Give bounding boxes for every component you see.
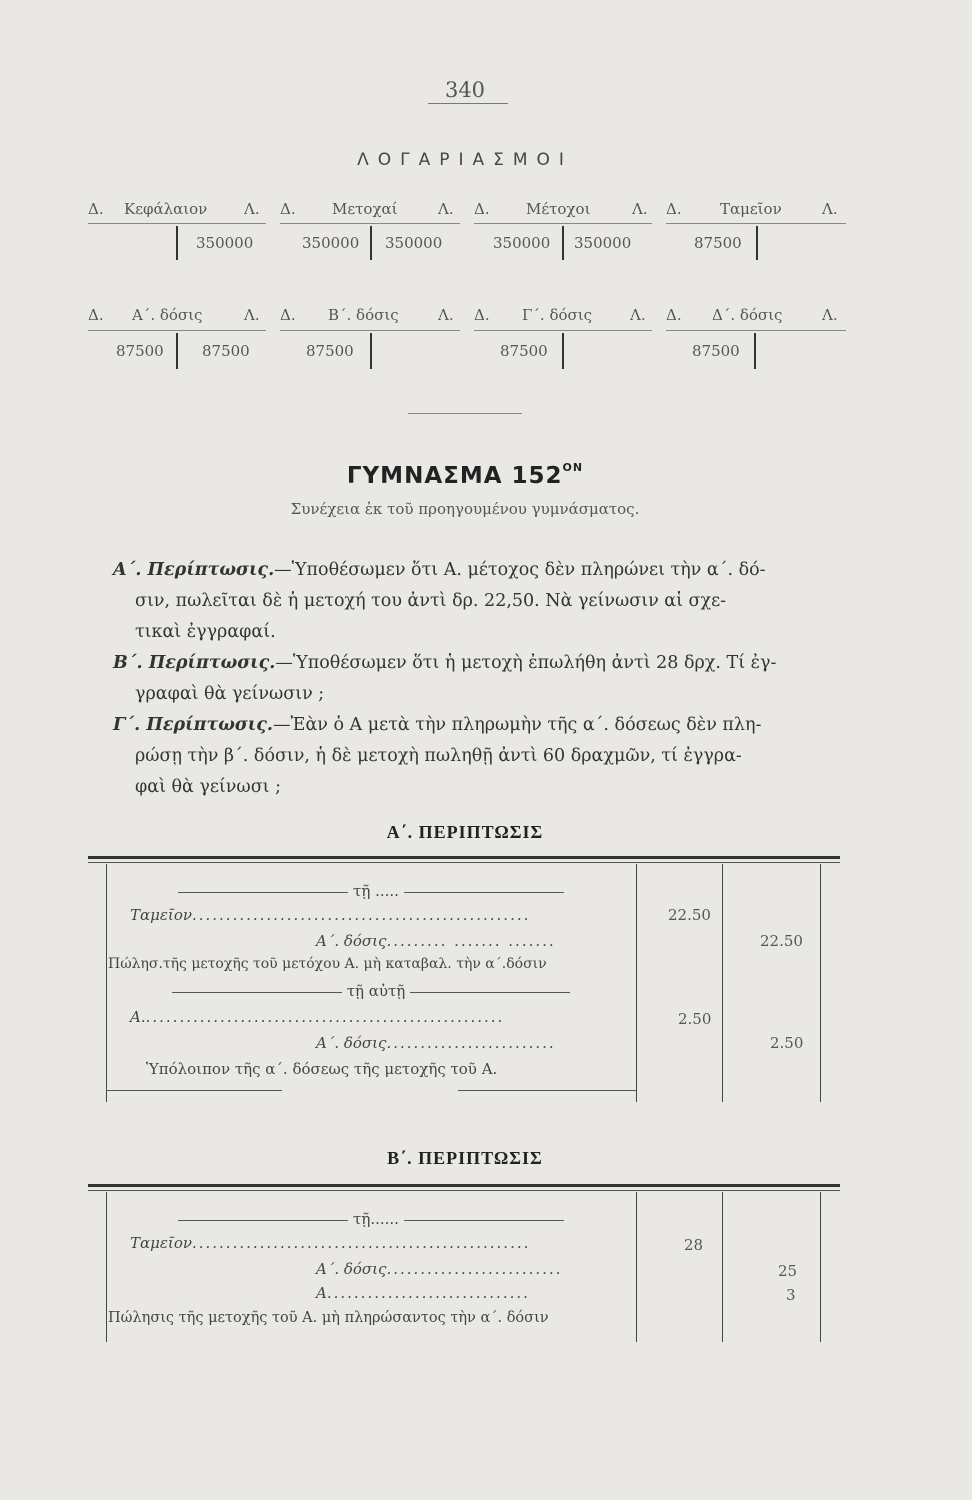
- journal-description: Πώλησ.τῆς μετοχῆς τοῦ μετόχου Α. μὴ καταβαλ. τὴν α΄.δόσιν: [108, 956, 547, 972]
- account-credit-marker: Λ.: [822, 306, 838, 324]
- journal-debit-account: Α......................................................: [130, 1008, 505, 1026]
- account-credit-marker: Λ.: [632, 200, 648, 218]
- account-debit-marker: Δ.: [474, 306, 490, 324]
- journal-debit-amount: 2.50: [678, 1010, 712, 1028]
- t-account-line: [666, 330, 846, 331]
- journal-credit-amount: 2.50: [770, 1034, 804, 1052]
- t-account-line: [280, 330, 460, 331]
- journal-debit-amount: 22.50: [668, 906, 711, 924]
- journal-date-row: [108, 982, 634, 1000]
- account-value: 87500: [692, 342, 740, 360]
- account-value: 87500: [116, 342, 164, 360]
- journal-date: τῇ .....: [353, 882, 399, 900]
- case-text-line: Ὑποθέσωμεν ὅτι Α. μέτοχος δὲν πληρώνει τὴν α΄. δό-: [291, 560, 766, 580]
- account-name: Κεφάλαιον: [124, 200, 208, 218]
- journal-credit-account: Α..............................: [316, 1284, 530, 1302]
- journal-credit-name: Α΄. δόσις: [316, 1034, 387, 1052]
- account-value: 350000: [493, 234, 551, 252]
- journal-credit-account: Α΄. δόσις.........................: [316, 1034, 556, 1052]
- t-account-divider: [370, 333, 372, 369]
- t-account-divider: [176, 226, 178, 260]
- t-account-divider: [756, 226, 758, 260]
- t-account-divider: [754, 333, 756, 369]
- journal-debit-account: Ταμεῖον..................................................: [130, 1234, 531, 1252]
- account-debit-marker: Δ.: [474, 200, 490, 218]
- account-debit-marker: Δ.: [666, 306, 682, 324]
- journal-description: Πώλησις τῆς μετοχῆς τοῦ Α. μὴ πληρώσαντος τὴν α΄. δόσιν: [108, 1310, 549, 1326]
- journal-column-line: [722, 1192, 723, 1342]
- journal-a-title: Α΄. ΠΕΡΙΠΤΩΣΙΣ: [386, 822, 544, 842]
- journal-top-rule: [88, 1190, 840, 1191]
- case-text-line: σιν, πωλεῖται δὲ ἡ μετοχή του ἀντὶ δρ. 22,50. Νὰ γείνωσιν αἱ σχε-: [135, 591, 727, 611]
- t-account-divider: [370, 226, 372, 260]
- account-value: 350000: [196, 234, 254, 252]
- account-value: 87500: [694, 234, 742, 252]
- t-account-line: [280, 223, 460, 224]
- account-value: 350000: [574, 234, 632, 252]
- journal-top-rule: [88, 862, 840, 863]
- case-text-line: ρώσῃ τὴν β΄. δόσιν, ἡ δὲ μετοχὴ πωληθῇ ἀντὶ 60 δραχμῶν, τί ἐγγρα-: [135, 746, 742, 766]
- t-account-divider: [176, 333, 178, 369]
- case-label: Α΄. Περίπτωσις.: [113, 560, 275, 580]
- journal-debit-amount: 28: [684, 1236, 704, 1254]
- journal-credit-amount: 25: [778, 1262, 798, 1280]
- account-value: 87500: [202, 342, 250, 360]
- t-account-divider: [562, 226, 564, 260]
- account-name: Ταμεῖον: [720, 200, 782, 218]
- t-account-divider: [562, 333, 564, 369]
- journal-column-line: [636, 1192, 637, 1342]
- account-name: Γ΄. δόσις: [522, 306, 593, 324]
- journal-credit-name: Α: [316, 1284, 327, 1302]
- account-credit-marker: Λ.: [244, 200, 260, 218]
- journal-top-rule: [88, 1184, 840, 1187]
- account-debit-marker: Δ.: [280, 200, 296, 218]
- account-credit-marker: Λ.: [822, 200, 838, 218]
- account-value: 87500: [500, 342, 548, 360]
- account-value: 350000: [385, 234, 443, 252]
- case-label: Γ΄. Περίπτωσις.: [113, 715, 274, 735]
- journal-column-line: [820, 1192, 821, 1342]
- journal-date: τῇ αὐτῇ: [346, 982, 406, 1000]
- journal-date-row: [108, 882, 634, 900]
- journal-column-line: [106, 1192, 107, 1342]
- journal-column-line: [820, 864, 821, 1102]
- account-debit-marker: Δ.: [666, 200, 682, 218]
- page-number: 340: [444, 78, 486, 102]
- account-value: 87500: [306, 342, 354, 360]
- journal-credit-amount: 3: [786, 1286, 796, 1304]
- journal-b-title: Β΄. ΠΕΡΙΠΤΩΣΙΣ: [387, 1148, 543, 1168]
- t-account-line: [666, 223, 846, 224]
- journal-credit-name: Α΄. δόσις: [316, 932, 387, 950]
- journal-debit-name: Α.: [130, 1008, 146, 1026]
- journal-credit-account: Α΄. δόσις..........................: [316, 1260, 563, 1278]
- account-credit-marker: Λ.: [438, 306, 454, 324]
- journal-credit-account: Α΄. δόσις......... ....... .......: [316, 932, 556, 950]
- exercise-title-sup: ΟΝ: [562, 461, 584, 474]
- journal-description: Ὑπόλοιπον τῆς α΄. δόσεως τῆς μετοχῆς τοῦ Α.: [146, 1060, 498, 1078]
- case-text-line: Ὑποθέσωμεν ὅτι ἡ μετοχὴ ἐπωλήθη ἀντὶ 28 δρχ. Τί ἐγ-: [292, 653, 777, 673]
- journal-column-line: [636, 864, 637, 1102]
- case-text-line: φαὶ θὰ γείνωσι ;: [135, 777, 281, 797]
- t-account-line: [88, 223, 266, 224]
- journal-date: τῇ......: [353, 1210, 399, 1228]
- account-value: 350000: [302, 234, 360, 252]
- journal-credit-name: Α΄. δόσις: [316, 1260, 387, 1278]
- case-label: Β΄. Περίπτωσις.: [113, 653, 276, 673]
- t-account-line: [88, 330, 266, 331]
- journal-debit-account: Ταμεῖον..................................................: [130, 906, 531, 924]
- account-name: Δ΄. δόσις: [712, 306, 783, 324]
- account-name: Β΄. δόσις: [328, 306, 399, 324]
- journal-bottom-rule: [458, 1090, 636, 1091]
- account-debit-marker: Δ.: [88, 306, 104, 324]
- account-name: Α΄. δόσις: [132, 306, 203, 324]
- exercise-title: [0, 463, 930, 489]
- journal-debit-name: Ταμεῖον: [130, 906, 192, 924]
- account-credit-marker: Λ.: [244, 306, 260, 324]
- section-separator: [408, 413, 522, 414]
- journal-top-rule: [88, 856, 840, 859]
- exercise-title-text: ΓΥΜΝΑΣΜΑ 152: [346, 463, 563, 489]
- account-name: Μέτοχοι: [526, 200, 591, 218]
- journal-column-line: [722, 864, 723, 1102]
- account-name: Μετοχαί: [332, 200, 398, 218]
- account-credit-marker: Λ.: [630, 306, 646, 324]
- page-number-underline: [428, 103, 508, 104]
- exercise-subtitle: Συνέχεια ἐκ τοῦ προηγουμένου γυμνάσματος.: [290, 500, 640, 518]
- t-account-line: [474, 223, 652, 224]
- account-debit-marker: Δ.: [280, 306, 296, 324]
- t-account-line: [474, 330, 652, 331]
- case-text-line: τικαὶ ἐγγραφαί.: [135, 622, 276, 642]
- case-text-line: Ἐὰν ὁ Α μετὰ τὴν πληρωμὴν τῆς α΄. δόσεως δὲν πλη-: [290, 715, 762, 735]
- journal-date-row: [108, 1210, 634, 1228]
- journal-credit-amount: 22.50: [760, 932, 803, 950]
- case-text-line: γραφαὶ θὰ γείνωσιν ;: [135, 684, 325, 704]
- account-debit-marker: Δ.: [88, 200, 104, 218]
- account-credit-marker: Λ.: [438, 200, 454, 218]
- journal-bottom-rule: [106, 1090, 282, 1091]
- journal-debit-name: Ταμεῖον: [130, 1234, 192, 1252]
- journal-column-line: [106, 864, 107, 1102]
- ledger-title: ΛΟΓΑΡΙΑΣΜΟΙ: [357, 150, 573, 170]
